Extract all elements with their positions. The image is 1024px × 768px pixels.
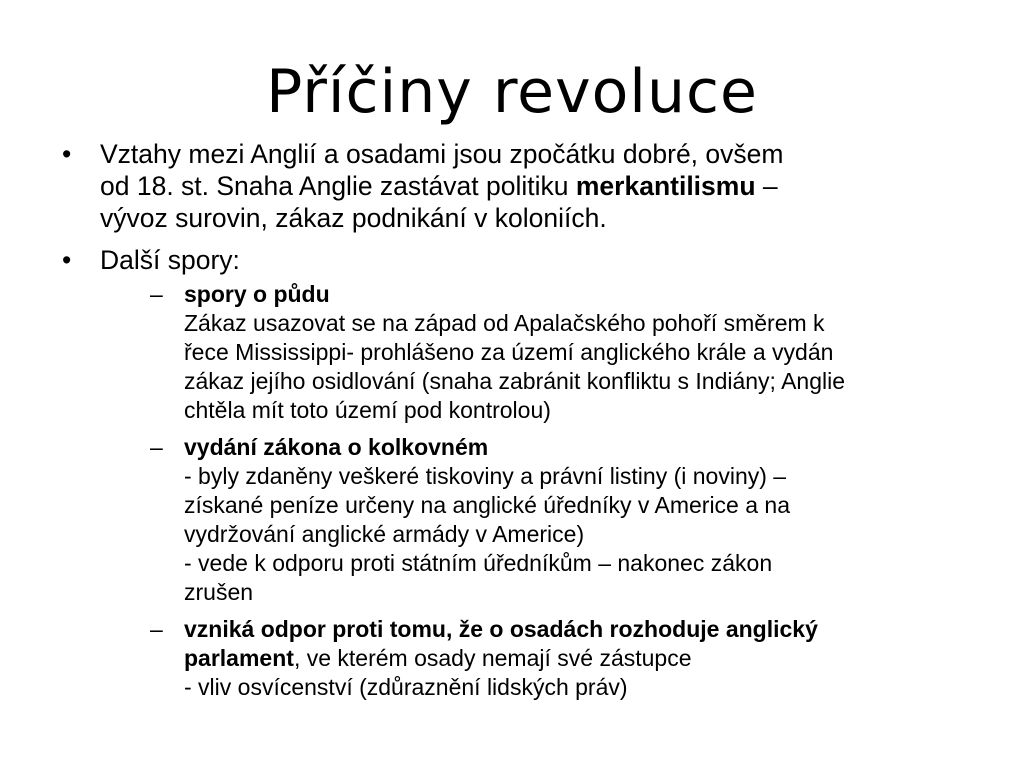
bullet-relations [62,138,972,234]
sub-bullet-line: řece Mississippi- prohlášeno za území anglického krále a vydán [184,339,834,365]
sub-bullet-heading: vzniká odpor proti tomu, že o osadách rozhoduje anglický [184,616,818,642]
bullet-marker: • [62,245,72,275]
sub-bullet-line: zákaz jejího osidlování (snaha zabránit konfliktu s Indiány; Anglie [184,368,846,394]
bullet-text-line [100,170,972,202]
bullet-text-fragment: od 18. st. Snaha Anglie zastávat politiku [100,171,569,201]
sub-bullet-stamp-act [150,433,972,607]
bullet-disputes [62,244,972,702]
sub-bullet-line: - vliv osvícenství (zdůraznění lidských práv) [184,674,628,700]
bullet-text-fragment: – [755,171,778,201]
bullet-text-line: Další spory: [100,245,240,275]
sub-bullet-list [150,280,972,702]
sub-bullet-heading: spory o půdu [184,281,330,307]
slide-title: Příčiny revoluce [266,57,758,127]
bold-term-merkantilismus: merkantilismu [575,171,756,201]
sub-bullet-marker: – [150,281,163,307]
sub-bullet-line: zrušen [184,579,254,605]
sub-bullet-heading: vydání zákona o kolkovném [184,434,489,460]
bullet-marker: • [62,139,72,169]
sub-bullet-line: vydržování anglické armády v Americe) [184,521,585,547]
sub-bullet-parliament [150,615,972,702]
slide-content [62,138,972,712]
sub-bullet-marker: – [150,616,163,642]
sub-bullet-line: Zákaz usazovat se na západ od Apalačského pohoří směrem k [184,310,825,336]
sub-bullet-land [150,280,972,425]
sub-bullet-line [184,644,972,673]
sub-bullet-line: chtěla mít toto území pod kontrolou) [184,397,551,423]
sub-bullet-marker: – [150,434,163,460]
sub-bullet-line: - vede k odporu proti státním úředníkům – nakonec zákon [184,550,773,576]
sub-bullet-heading-fragment: parlament [184,645,294,671]
bullet-text-line: Vztahy mezi Anglií a osadami jsou zpočátku dobré, ovšem [100,139,784,169]
bullet-text-line: vývoz surovin, zákaz podnikání v koloniích. [100,203,607,233]
sub-bullet-line: získané peníze určeny na anglické úředníky v Americe a na [184,492,791,518]
sub-bullet-text-fragment: , ve kterém osady nemají své zástupce [293,645,692,671]
sub-bullet-line: - byly zdaněny veškeré tiskoviny a právní listiny (i noviny) – [184,463,787,489]
